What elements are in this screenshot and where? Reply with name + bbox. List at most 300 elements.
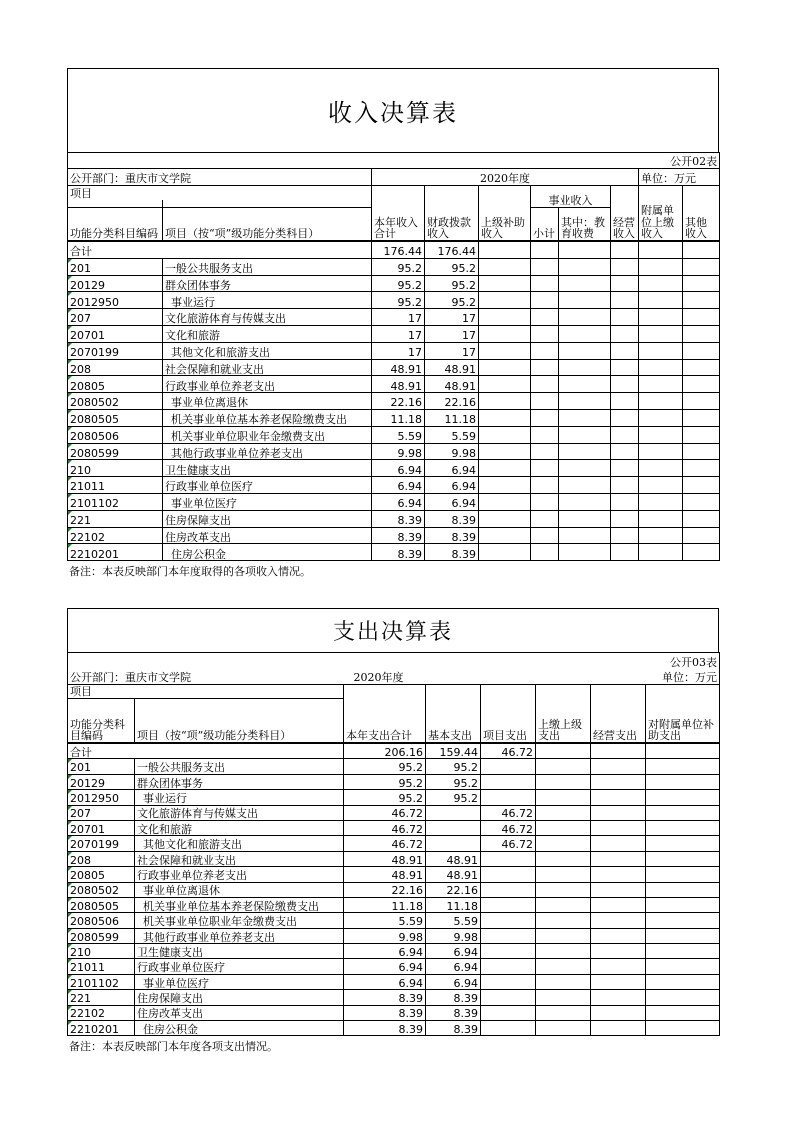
income-row [68,292,720,309]
income-row-fiscal: 17 [425,342,479,359]
income-row-empty [479,342,531,359]
expense-row-empty [591,836,646,851]
expense-row-total: 22.16 [344,882,426,897]
income-row-name: 一般公共服务支出 [163,258,372,275]
expense-row-empty [646,805,720,820]
income-row-empty [559,292,611,309]
income-row-empty [479,493,531,510]
income-row-empty [531,376,559,393]
income-row-name: 社会保障和就业支出 [163,359,372,376]
income-row-name: 机关事业单位职业年金缴费支出 [163,426,372,443]
expense-row-name: 文化和旅游 [135,820,344,835]
expense-row [68,1021,720,1036]
income-row-name: 住房保障支出 [163,510,372,527]
expense-row-basic: 5.59 [426,913,481,928]
income-row-empty [639,409,683,426]
income-row-empty [479,376,531,393]
income-row-empty [611,309,639,326]
income-row-fiscal: 95.2 [425,292,479,309]
income-row-name: 住房改革支出 [163,527,372,544]
expense-row-project [481,790,536,805]
expense-row-empty [536,913,591,928]
expense-row-empty [591,913,646,928]
expense-row-empty [646,820,720,835]
income-row-name: 其他行政事业单位养老支出 [163,443,372,460]
income-other-header: 其他收入 [683,186,720,241]
expense-row-empty [591,867,646,882]
income-total-fiscal: 176.44 [425,242,479,259]
expense-row-code: 22102 [68,1005,135,1020]
expense-row-name: 事业单位离退休 [135,882,344,897]
income-row-empty [559,376,611,393]
income-row-total: 17 [372,342,425,359]
income-row-total: 95.2 [372,275,425,292]
expense-row-code: 2070199 [68,836,135,851]
expense-row-project: 46.72 [481,820,536,835]
expense-row-empty [536,836,591,851]
income-row-empty [559,460,611,477]
income-row-name: 文化旅游体育与传媒支出 [163,309,372,326]
income-row-empty [479,409,531,426]
income-row [68,376,720,393]
income-row [68,409,720,426]
expense-row-project [481,851,536,866]
income-row-empty [611,275,639,292]
income-row-empty [639,393,683,410]
expense-row-empty [536,1005,591,1020]
expense-row-empty [646,959,720,974]
expense-row-empty [591,990,646,1005]
expense-header-table [67,652,720,743]
income-row-empty [531,393,559,410]
income-row-code: 221 [68,510,163,527]
expense-row-empty [536,774,591,789]
income-row-fiscal: 48.91 [425,376,479,393]
expense-row [68,759,720,774]
income-row-empty [683,510,720,527]
expense-row-empty [536,759,591,774]
income-row-empty [683,359,720,376]
income-row-total: 9.98 [372,443,425,460]
income-row-empty [531,309,559,326]
income-row-code: 201 [68,258,163,275]
income-row-empty [479,393,531,410]
expense-row-empty [536,805,591,820]
expense-row-basic [426,805,481,820]
expense-row-empty [536,1021,591,1036]
income-row-empty [531,275,559,292]
income-row-empty [559,359,611,376]
expense-row-total: 95.2 [344,759,426,774]
expense-row-project [481,1005,536,1020]
expense-row-empty [591,820,646,835]
expense-row-empty [536,790,591,805]
expense-row-name: 文化旅游体育与传媒支出 [135,805,344,820]
income-row-empty [531,443,559,460]
expense-row-empty [646,882,720,897]
income-row-empty [531,426,559,443]
income-row-empty [559,510,611,527]
expense-row [68,820,720,835]
income-education-header: 其中：教育收费 [559,208,611,241]
income-row-empty [611,393,639,410]
expense-row-empty [591,882,646,897]
income-title: 收入决算表 [67,68,719,152]
expense-row [68,974,720,989]
income-row-empty [611,325,639,342]
income-header-table [67,152,720,241]
expense-row-total: 46.72 [344,820,426,835]
expense-row-basic: 8.39 [426,990,481,1005]
income-row-empty [683,409,720,426]
income-row-empty [479,275,531,292]
income-row-empty [611,443,639,460]
income-row-code: 20701 [68,325,163,342]
expense-row [68,1005,720,1020]
expense-row-name: 其他文化和旅游支出 [135,836,344,851]
income-row-empty [611,426,639,443]
expense-row-empty [536,867,591,882]
income-row [68,359,720,376]
expense-row [68,897,720,912]
income-row-fiscal: 17 [425,309,479,326]
expense-row-empty [646,1021,720,1036]
income-row [68,275,720,292]
income-row-empty [683,393,720,410]
income-row-fiscal: 6.94 [425,460,479,477]
expense-row-code: 208 [68,851,135,866]
income-row-empty [611,477,639,494]
income-row-code: 20129 [68,275,163,292]
income-row-empty [639,527,683,544]
income-row-empty [531,477,559,494]
expense-row-total: 5.59 [344,913,426,928]
income-row-fiscal: 8.39 [425,510,479,527]
expense-row-empty [536,959,591,974]
expense-title: 支出决算表 [67,608,719,652]
income-row-empty [559,309,611,326]
expense-dept: 公开部门：重庆市文学院 [68,669,344,685]
expense-row-empty [536,897,591,912]
income-row-code: 210 [68,460,163,477]
expense-row-basic: 48.91 [426,851,481,866]
income-subtotal-header: 小计 [531,208,559,241]
income-row-fiscal: 95.2 [425,275,479,292]
income-row-empty [611,510,639,527]
income-row-name: 住房公积金 [163,544,372,561]
income-row-empty [611,359,639,376]
expense-row-code: 207 [68,805,135,820]
expense-row-project [481,944,536,959]
income-row-total: 6.94 [372,493,425,510]
income-row-name: 行政事业单位养老支出 [163,376,372,393]
income-row-name: 群众团体事务 [163,275,372,292]
expense-row [68,836,720,851]
income-note: 备注：本表反映部门本年度取得的各项收入情况。 [69,565,311,579]
income-row [68,477,720,494]
expense-row-name: 事业单位医疗 [135,974,344,989]
expense-unit: 单位：万元 [591,669,720,685]
income-row-empty [559,443,611,460]
expense-row-total: 9.98 [344,928,426,943]
income-row-total: 48.91 [372,359,425,376]
expense-code-header: 功能分类科目编码 [68,699,135,743]
expense-row-code: 20701 [68,820,135,835]
expense-row-name: 卫生健康支出 [135,944,344,959]
income-total-row [68,242,720,259]
income-row-empty [639,443,683,460]
income-row-empty [531,292,559,309]
income-row-empty [559,342,611,359]
income-total-label: 合计 [68,242,372,259]
expense-row-code: 2080505 [68,897,135,912]
income-row-fiscal: 48.91 [425,359,479,376]
expense-row-empty [646,774,720,789]
income-row-empty [683,443,720,460]
income-row-empty [639,477,683,494]
expense-row-project [481,774,536,789]
income-row-empty [559,493,611,510]
expense-affiliated-header: 对附属单位补助支出 [646,685,720,743]
expense-row-name: 群众团体事务 [135,774,344,789]
income-row-empty [683,426,720,443]
income-row-total: 17 [372,309,425,326]
income-row-empty [479,443,531,460]
income-row-empty [479,258,531,275]
expense-total-header: 本年支出合计 [344,685,426,743]
expense-row [68,851,720,866]
expense-row-project [481,1021,536,1036]
income-row-empty [479,359,531,376]
expense-row-total: 46.72 [344,805,426,820]
expense-row-code: 2012950 [68,790,135,805]
income-row-name: 行政事业单位医疗 [163,477,372,494]
income-row-empty [479,510,531,527]
expense-row-project [481,867,536,882]
expense-row-basic: 8.39 [426,1021,481,1036]
expense-total-project: 46.72 [481,744,536,759]
expense-row [68,882,720,897]
income-dept: 公开部门：重庆市文学院 [68,169,372,186]
income-unit: 单位：万元 [639,169,720,186]
income-superior-header: 上级补助收入 [479,186,531,241]
income-row-empty [559,477,611,494]
income-row-code: 2080505 [68,409,163,426]
expense-row-total: 11.18 [344,897,426,912]
income-row-code: 207 [68,309,163,326]
expense-row [68,928,720,943]
income-row-empty [639,359,683,376]
expense-row-empty [591,759,646,774]
expense-row-basic: 6.94 [426,944,481,959]
income-row-empty [683,258,720,275]
expense-row-empty [536,944,591,959]
expense-row [68,913,720,928]
expense-item-header: 项目 [68,685,344,699]
expense-table-no: 公开03表 [591,653,720,669]
income-row-empty [683,376,720,393]
income-row-empty [639,460,683,477]
expense-total-value: 206.16 [344,744,426,759]
income-row-name: 事业运行 [163,292,372,309]
expense-row-name: 机关事业单位基本养老保险缴费支出 [135,897,344,912]
income-row [68,309,720,326]
expense-row-code: 210 [68,944,135,959]
income-row [68,527,720,544]
expense-row-code: 2080506 [68,913,135,928]
expense-row-basic: 9.98 [426,928,481,943]
income-row-empty [639,258,683,275]
income-row-fiscal: 5.59 [425,426,479,443]
expense-row-total: 6.94 [344,944,426,959]
income-row-empty [611,376,639,393]
income-row-empty [639,325,683,342]
expense-row-empty [591,1021,646,1036]
expense-row-project [481,897,536,912]
income-row-total: 95.2 [372,258,425,275]
income-row-empty [531,460,559,477]
income-row-empty [611,527,639,544]
expense-row-empty [536,928,591,943]
expense-data-table [67,743,720,1036]
income-row-empty [683,544,720,561]
expense-row-code: 2101102 [68,974,135,989]
expense-row-basic: 8.39 [426,1005,481,1020]
expense-row-project [481,759,536,774]
income-row-empty [683,477,720,494]
expense-row-empty [646,990,720,1005]
income-row-total: 8.39 [372,527,425,544]
expense-row-code: 2080502 [68,882,135,897]
expense-row-empty [591,959,646,974]
income-row-code: 2080506 [68,426,163,443]
income-row-code: 22102 [68,527,163,544]
expense-row-empty [536,974,591,989]
expense-row-empty [536,851,591,866]
income-row-total: 22.16 [372,393,425,410]
income-row-total: 48.91 [372,376,425,393]
expense-row-code: 2080599 [68,928,135,943]
income-row-total: 6.94 [372,460,425,477]
income-row-empty [683,460,720,477]
income-row-name: 事业单位离退休 [163,393,372,410]
expense-row-code: 21011 [68,959,135,974]
expense-row-basic: 6.94 [426,959,481,974]
expense-row-empty [591,928,646,943]
expense-row-basic: 6.94 [426,974,481,989]
income-row-total: 6.94 [372,477,425,494]
income-row-empty [611,544,639,561]
expense-row [68,867,720,882]
income-row-empty [683,527,720,544]
income-row-code: 2012950 [68,292,163,309]
income-row-empty [559,409,611,426]
expense-row-empty [646,974,720,989]
income-row-empty [479,325,531,342]
income-row-name: 文化和旅游 [163,325,372,342]
expense-row-empty [646,790,720,805]
income-row-empty [683,493,720,510]
expense-project-header: 项目支出 [481,685,536,743]
expense-row-project [481,990,536,1005]
income-data-table [67,241,720,561]
income-total-header: 本年收入合计 [372,186,425,241]
income-row-empty [531,544,559,561]
income-row-empty [611,342,639,359]
income-row-empty [639,275,683,292]
income-row-empty [611,409,639,426]
expense-row-basic [426,820,481,835]
expense-row [68,774,720,789]
income-row-total: 95.2 [372,292,425,309]
income-row-empty [479,460,531,477]
income-row-fiscal: 9.98 [425,443,479,460]
expense-row-empty [536,882,591,897]
expense-row-total: 95.2 [344,790,426,805]
expense-row-empty [646,897,720,912]
income-row-empty [559,544,611,561]
income-row-total: 8.39 [372,510,425,527]
expense-row-empty [591,944,646,959]
income-row-name: 卫生健康支出 [163,460,372,477]
income-row-empty [683,309,720,326]
income-row-code: 2210201 [68,544,163,561]
income-row-empty [639,292,683,309]
income-row-empty [531,527,559,544]
income-row-fiscal: 6.94 [425,493,479,510]
expense-row-name: 住房改革支出 [135,1005,344,1020]
expense-row-empty [646,913,720,928]
expense-row-total: 6.94 [344,974,426,989]
income-operating-header: 经营收入 [611,186,639,241]
expense-row-code: 221 [68,990,135,1005]
income-row-empty [479,426,531,443]
expense-statement [67,608,719,1054]
expense-row-total: 8.39 [344,1021,426,1036]
income-row-empty [479,292,531,309]
expense-row-empty [591,851,646,866]
expense-row-basic: 48.91 [426,867,481,882]
expense-row-project [481,974,536,989]
income-statement [67,68,719,579]
expense-row-code: 201 [68,759,135,774]
expense-row [68,790,720,805]
income-row-total: 8.39 [372,544,425,561]
income-affiliated-header: 附属单位上缴收入 [639,186,683,241]
expense-row-empty [646,759,720,774]
income-item-header: 项目 [68,186,372,200]
income-row-fiscal: 8.39 [425,527,479,544]
income-row-fiscal: 6.94 [425,477,479,494]
income-total-value: 176.44 [372,242,425,259]
expense-total-basic: 159.44 [426,744,481,759]
income-row-empty [479,527,531,544]
income-row-empty [639,309,683,326]
expense-row-code: 20129 [68,774,135,789]
expense-row-empty [646,851,720,866]
income-row-empty [639,376,683,393]
income-row [68,342,720,359]
expense-row-empty [591,774,646,789]
expense-year: 2020年度 [344,669,591,685]
expense-row-name: 机关事业单位职业年金缴费支出 [135,913,344,928]
expense-row-empty [591,897,646,912]
income-row-empty [559,527,611,544]
expense-row-name: 行政事业单位医疗 [135,959,344,974]
income-row-code: 2070199 [68,342,163,359]
income-row-code: 21011 [68,477,163,494]
income-row-empty [531,359,559,376]
